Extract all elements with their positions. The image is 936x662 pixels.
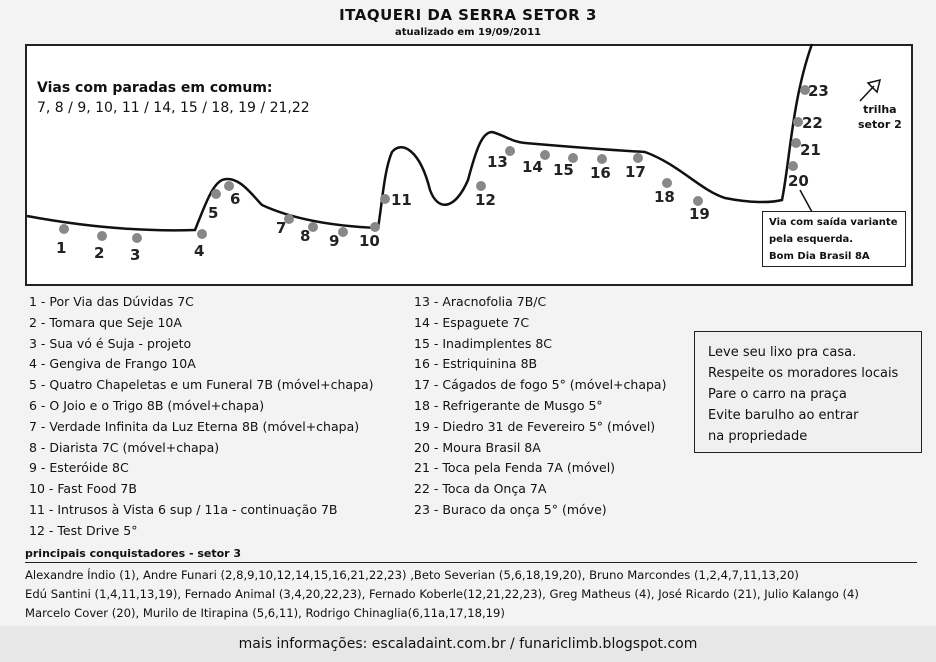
route-bolt-dot (380, 194, 390, 204)
route-number-label: 4 (194, 242, 205, 260)
page-title: ITAQUERI DA SERRA SETOR 3 (339, 6, 597, 24)
route-item: 11 - Intrusos à Vista 6 sup / 11a - continuação 7B (29, 501, 338, 517)
route-number-label: 11 (391, 191, 412, 209)
route-item: 4 - Gengiva de Frango 10A (29, 356, 196, 372)
rule-item: Evite barulho ao entrar (708, 408, 859, 423)
trail-label-line1: trilha (863, 103, 897, 116)
route-list-right (414, 292, 666, 521)
route-bolt-dot (97, 231, 107, 241)
note-line2: pela esquerda. (769, 234, 854, 245)
route-number-label: 14 (522, 158, 543, 176)
rules-box (694, 331, 922, 453)
route-number-label: 20 (788, 172, 809, 190)
route-item: 1 - Por Via das Dúvidas 7C (29, 294, 194, 309)
route-item: 17 - Cágados de fogo 5° (móvel+chapa) (414, 377, 667, 393)
route-list-left (29, 292, 374, 542)
route-item: 20 - Moura Brasil 8A (414, 439, 541, 455)
route-item: 8 - Diarista 7C (móvel+chapa) (29, 439, 220, 455)
route-number-label: 3 (130, 246, 141, 264)
rule-item: Pare o carro na praça (708, 387, 847, 402)
variant-note-box (762, 211, 906, 267)
route-item: 7 - Verdade Infinita da Luz Eterna 8B (móvel+chapa) (29, 418, 360, 434)
route-number-label: 12 (475, 191, 496, 209)
trail-label-line2: setor 2 (858, 118, 902, 131)
common-stops-list: 7, 8 / 9, 10, 11 / 14, 15 / 18, 19 / 21,22 (37, 100, 310, 116)
route-bolt-dot (338, 227, 348, 237)
route-number-label: 10 (359, 232, 380, 250)
climbers-divider (25, 562, 917, 563)
climbers-row: Alexandre Índio (1), Andre Funari (2,8,9,10,12,14,15,16,21,22,23) ,Beto Severian (5,6,18,19,20), Bruno Marcondes (1,2,4,7,11,13,20) (25, 568, 799, 582)
rule-item: na propriedade (708, 429, 808, 444)
route-bolt-dot (211, 189, 221, 199)
route-bolt-dot (788, 161, 798, 171)
route-item: 15 - Inadimplentes 8C (414, 335, 552, 351)
route-number-label: 15 (553, 161, 574, 179)
route-item: 2 - Tomara que Seje 10A (29, 314, 182, 330)
route-item: 14 - Espaguete 7C (414, 314, 530, 330)
route-number-label: 13 (487, 153, 508, 171)
rule-item: Respeite os moradores locais (708, 366, 899, 381)
route-item: 16 - Estriquinina 8B (414, 356, 538, 372)
route-bolt-dot (662, 178, 672, 188)
note-line3: Bom Dia Brasil 8A (769, 251, 870, 262)
route-number-label: 23 (808, 82, 829, 100)
route-item: 23 - Buraco da onça 5° (móve) (414, 501, 607, 517)
route-item: 12 - Test Drive 5° (29, 522, 138, 538)
rule-item: Leve seu lixo pra casa. (708, 345, 857, 360)
trail-label (858, 102, 902, 132)
climbers-row: Marcelo Cover (20), Murilo de Itirapina (5,6,11), Rodrigo Chinaglia(6,11a,17,18,19) (25, 606, 505, 620)
route-number-label: 2 (94, 244, 105, 262)
route-number-label: 7 (276, 219, 287, 237)
route-bolt-dot (633, 153, 643, 163)
route-number-label: 16 (590, 164, 611, 182)
route-item: 13 - Aracnofolia 7B/C (414, 294, 547, 309)
route-item: 18 - Refrigerante de Musgo 5° (414, 397, 603, 413)
route-item: 21 - Toca pela Fenda 7A (móvel) (414, 460, 616, 476)
climbers-title: principais conquistadores - setor 3 (25, 547, 242, 560)
route-number-label: 22 (802, 114, 823, 132)
note-pointer-line (800, 190, 812, 212)
route-bolt-dot (597, 154, 607, 164)
route-number-label: 19 (689, 205, 710, 223)
route-item: 5 - Quatro Chapeletas e um Funeral 7B (móvel+chapa) (29, 377, 374, 393)
route-item: 3 - Sua vó é Suja - projeto (29, 335, 192, 351)
updated-date: atualizado em 19/09/2011 (395, 27, 541, 38)
climbers-row: Edú Santini (1,4,11,13,19), Fernado Animal (3,4,20,22,23), Fernado Koberle(12,21,22,23), Greg Matheus (4), José Ricardo (21), Julio Kalango (4) (25, 587, 859, 601)
route-number-label: 17 (625, 163, 646, 181)
route-bolt-dot (59, 224, 69, 234)
climbers-list (25, 566, 859, 623)
route-item: 10 - Fast Food 7B (29, 481, 137, 497)
note-line1: Via com saída variante (769, 217, 898, 228)
route-number-label: 18 (654, 188, 675, 206)
route-number-label: 21 (800, 141, 821, 159)
route-number-label: 8 (300, 227, 311, 245)
route-bolt-dot (370, 222, 380, 232)
route-item: 22 - Toca da Onça 7A (414, 481, 547, 497)
route-number-label: 6 (230, 190, 241, 208)
route-number-label: 9 (329, 232, 340, 250)
trail-arrow-icon (860, 80, 880, 101)
route-item: 19 - Diedro 31 de Fevereiro 5° (móvel) (414, 418, 656, 434)
route-item: 6 - O Joio e o Trigo 8B (móvel+chapa) (29, 397, 265, 413)
route-item: 9 - Esteróide 8C (29, 460, 129, 476)
common-stops-title: Vias com paradas em comum: (37, 80, 273, 96)
footer-info: mais informações: escaladaint.com.br / funariclimb.blogspot.com (238, 636, 698, 652)
route-bolt-dot (476, 181, 486, 191)
route-bolt-dot (197, 229, 207, 239)
route-bolt-dot (132, 233, 142, 243)
route-number-label: 5 (208, 204, 219, 222)
route-number-label: 1 (56, 239, 67, 257)
